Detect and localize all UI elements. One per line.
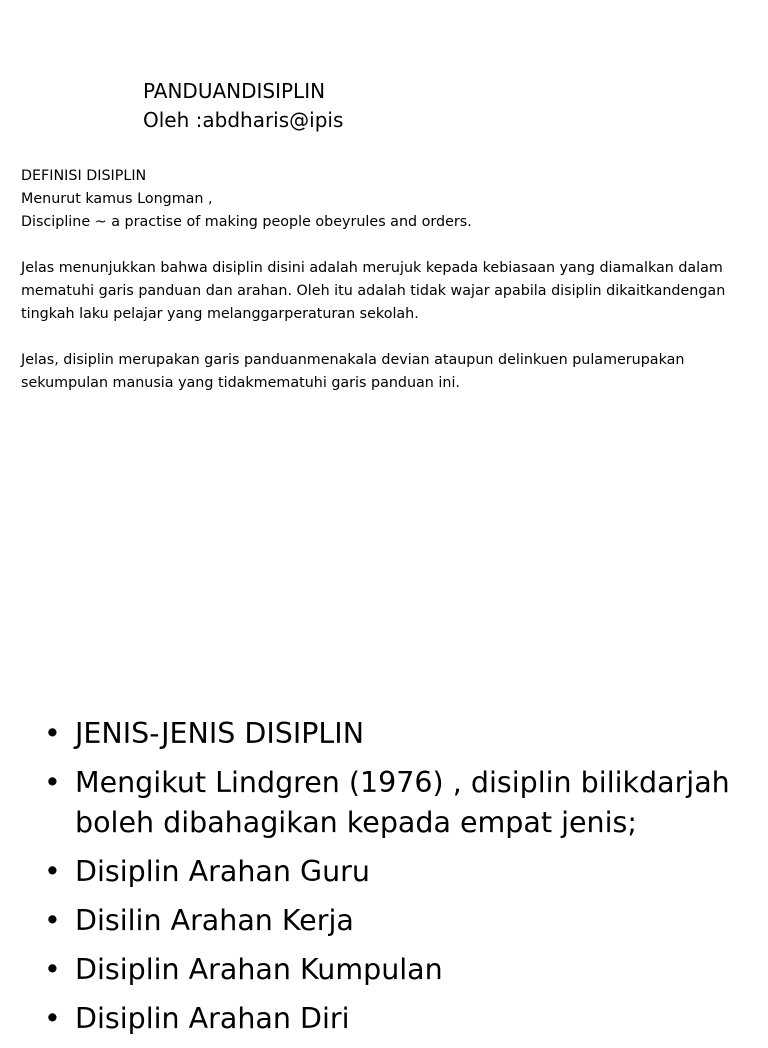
list-item bbox=[44, 901, 764, 941]
definition-paragraph-1: Jelas menunjukkan bahwa disiplin disini adalah merujuk kepada kebiasaan yang diamalkan dalam mematuhi garis panduan dan arahan. Oleh itu adalah tidak wajar apabila disiplin dikaitkandengan tingkah laku pelajar yang melanggarperaturan sekolah. bbox=[21, 260, 726, 322]
definition-heading: DEFINISI DISIPLIN bbox=[21, 168, 147, 184]
bullet-icon: • bbox=[44, 766, 61, 799]
bullet-icon: • bbox=[44, 904, 61, 937]
list-item bbox=[44, 714, 764, 754]
list-item bbox=[44, 950, 764, 990]
paragraph-spacer bbox=[21, 234, 751, 257]
list-item-text: Disiplin Arahan Guru bbox=[75, 855, 370, 888]
document-title: PANDUANDISIPLIN bbox=[143, 79, 326, 103]
list-item bbox=[44, 999, 764, 1039]
list-item-text: Mengikut Lindgren (1976) , disiplin bilikdarjah boleh dibahagikan kepada empat jenis; bbox=[75, 766, 730, 839]
bullet-icon: • bbox=[44, 1002, 61, 1035]
bullet-icon: • bbox=[44, 717, 61, 750]
definition-section bbox=[21, 165, 751, 395]
definition-source: Menurut kamus Longman , bbox=[21, 191, 213, 207]
discipline-types-list bbox=[44, 714, 764, 1048]
title-block bbox=[143, 77, 343, 135]
definition-paragraph-2: Jelas, disiplin merupakan garis panduanmenakala devian ataupun delinkuen pulamerupakan sekumpulan manusia yang tidakmematuhi garis panduan ini. bbox=[21, 352, 685, 391]
list-item-text: Disiplin Arahan Diri bbox=[75, 1002, 350, 1035]
document-author: Oleh :abdharis@ipis bbox=[143, 108, 344, 132]
bullet-icon: • bbox=[44, 953, 61, 986]
list-item-text: JENIS-JENIS DISIPLIN bbox=[75, 717, 365, 750]
paragraph-spacer bbox=[21, 326, 751, 349]
definition-quote: Discipline ~ a practise of making people obeyrules and orders. bbox=[21, 214, 472, 230]
bullet-icon: • bbox=[44, 855, 61, 888]
list-item-text: Disiplin Arahan Kumpulan bbox=[75, 953, 443, 986]
list-item bbox=[44, 763, 764, 843]
list-item bbox=[44, 852, 764, 892]
list-item-text: Disilin Arahan Kerja bbox=[75, 904, 354, 937]
